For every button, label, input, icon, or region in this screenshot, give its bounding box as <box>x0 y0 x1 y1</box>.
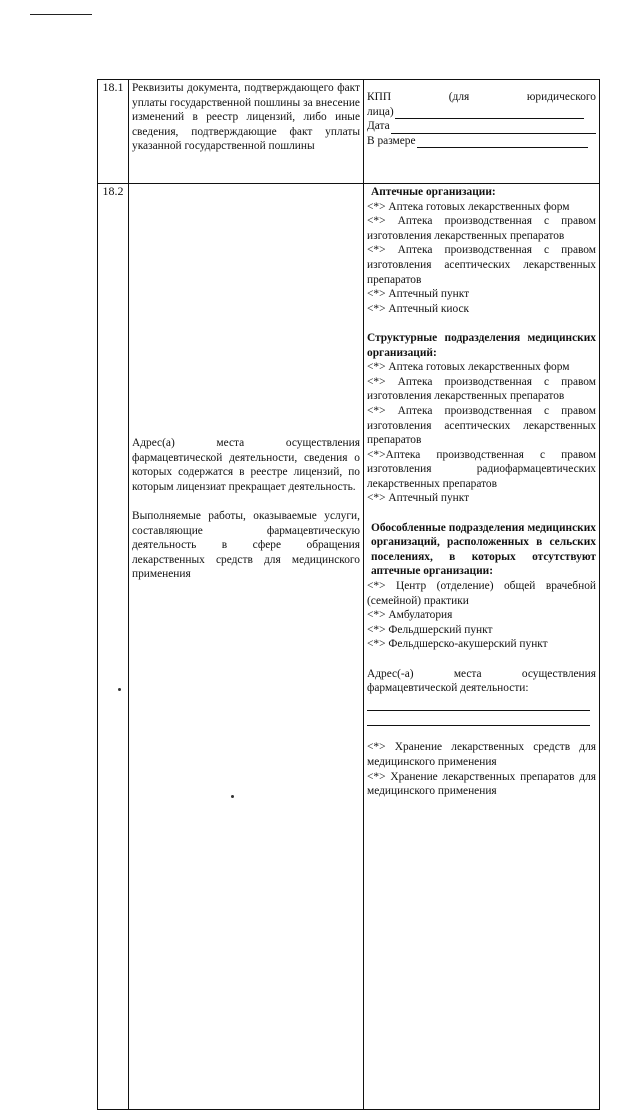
kpp-input-line[interactable] <box>395 107 584 119</box>
row-description <box>129 184 364 1110</box>
checkbox-option[interactable]: <*> Аптека производственная с правом изготовления асептических лекарственных препаратов <box>367 404 596 447</box>
row-number: 18.2 <box>98 184 129 1110</box>
checkbox-option[interactable]: <*> Фельдшерский пункт <box>367 623 493 636</box>
checkbox-option[interactable]: <*> Хранение лекарственных препаратов для медицинского применения <box>367 770 596 798</box>
date-input-line[interactable] <box>391 122 596 134</box>
checkbox-option[interactable]: <*> Аптека производственная с правом изготовления лекарственных препаратов <box>367 215 596 242</box>
section-title-separate-units: Обособленные подразделения медицинских организаций, расположенных в сельских поселениях, в которых отсутствуют аптечные организации: <box>371 521 596 578</box>
scan-speck <box>118 688 121 691</box>
payment-details-cell <box>364 80 600 184</box>
top-rule <box>30 14 92 15</box>
section-title-structural-units: Структурные подразделения медицинских организаций: <box>367 331 596 359</box>
checkbox-option[interactable]: <*>Аптека производственная с правом изготовления радиофармацевтических лекарственных препаратов <box>367 448 596 490</box>
checkbox-option[interactable]: <*> Аптечный киоск <box>367 302 470 315</box>
date-field[interactable]: Дата <box>367 119 596 134</box>
address-input-line[interactable] <box>367 711 590 726</box>
checkbox-option[interactable]: <*> Амбулатория <box>367 609 453 622</box>
row-description: Реквизиты документа, подтверждающего факт уплаты государственной пошлины за внесение изменений в реестр лицензий, либо иные сведения, подтверждающие факт уплаты указанной государственной пошлины <box>129 80 364 184</box>
table-row-18-2 <box>98 184 600 1110</box>
amount-field[interactable]: В размере <box>367 134 596 149</box>
checkbox-option[interactable]: <*> Фельдшерско-акушерский пункт <box>367 638 548 651</box>
scan-speck <box>231 795 234 798</box>
checkbox-option[interactable]: <*> Аптека производственная с правом изготовления асептических лекарственных препаратов <box>367 244 596 286</box>
address-label: Адрес(-а) места осуществления фармацевтической деятельности: <box>367 667 596 695</box>
checkbox-option[interactable]: <*> Хранение лекарственных средств для медицинского применения <box>367 741 596 768</box>
description-paragraph-2: Выполняемые работы, оказываемые услуги, составляющие фармацевтическую деятельность в сфере обращения лекарственных средств для медицинского применения <box>132 509 360 581</box>
checkbox-option[interactable]: <*> Аптечный пункт <box>367 492 470 505</box>
row-number: 18.1 <box>98 80 129 184</box>
kpp-field[interactable]: лица) <box>367 105 596 120</box>
kpp-label-row: КПП (для юридического <box>367 91 596 103</box>
checkbox-option[interactable]: <*> Аптека готовых лекарственных форм <box>367 200 570 213</box>
checkbox-option[interactable]: <*> Аптечный пункт <box>367 288 470 301</box>
address-input-line[interactable] <box>367 696 590 711</box>
checkbox-option[interactable]: <*> Аптека производственная с правом изготовления лекарственных препаратов <box>367 375 596 403</box>
application-form-table <box>97 79 600 1110</box>
checkbox-option[interactable]: <*> Аптека готовых лекарственных форм <box>367 361 570 374</box>
table-row-18-1 <box>98 80 600 184</box>
amount-input-line[interactable] <box>417 136 588 148</box>
section-title-pharmacy-organizations: Аптечные организации: <box>371 186 496 198</box>
activity-options-cell <box>364 184 600 1110</box>
checkbox-option[interactable]: <*> Центр (отделение) общей врачебной (семейной) практики <box>367 580 596 607</box>
description-paragraph-1: Адрес(а) места осуществления фармацевтической деятельности, сведения о которых содержатся в реестре лицензий, по которым лицензиат прекращает деятельность. <box>132 437 360 493</box>
